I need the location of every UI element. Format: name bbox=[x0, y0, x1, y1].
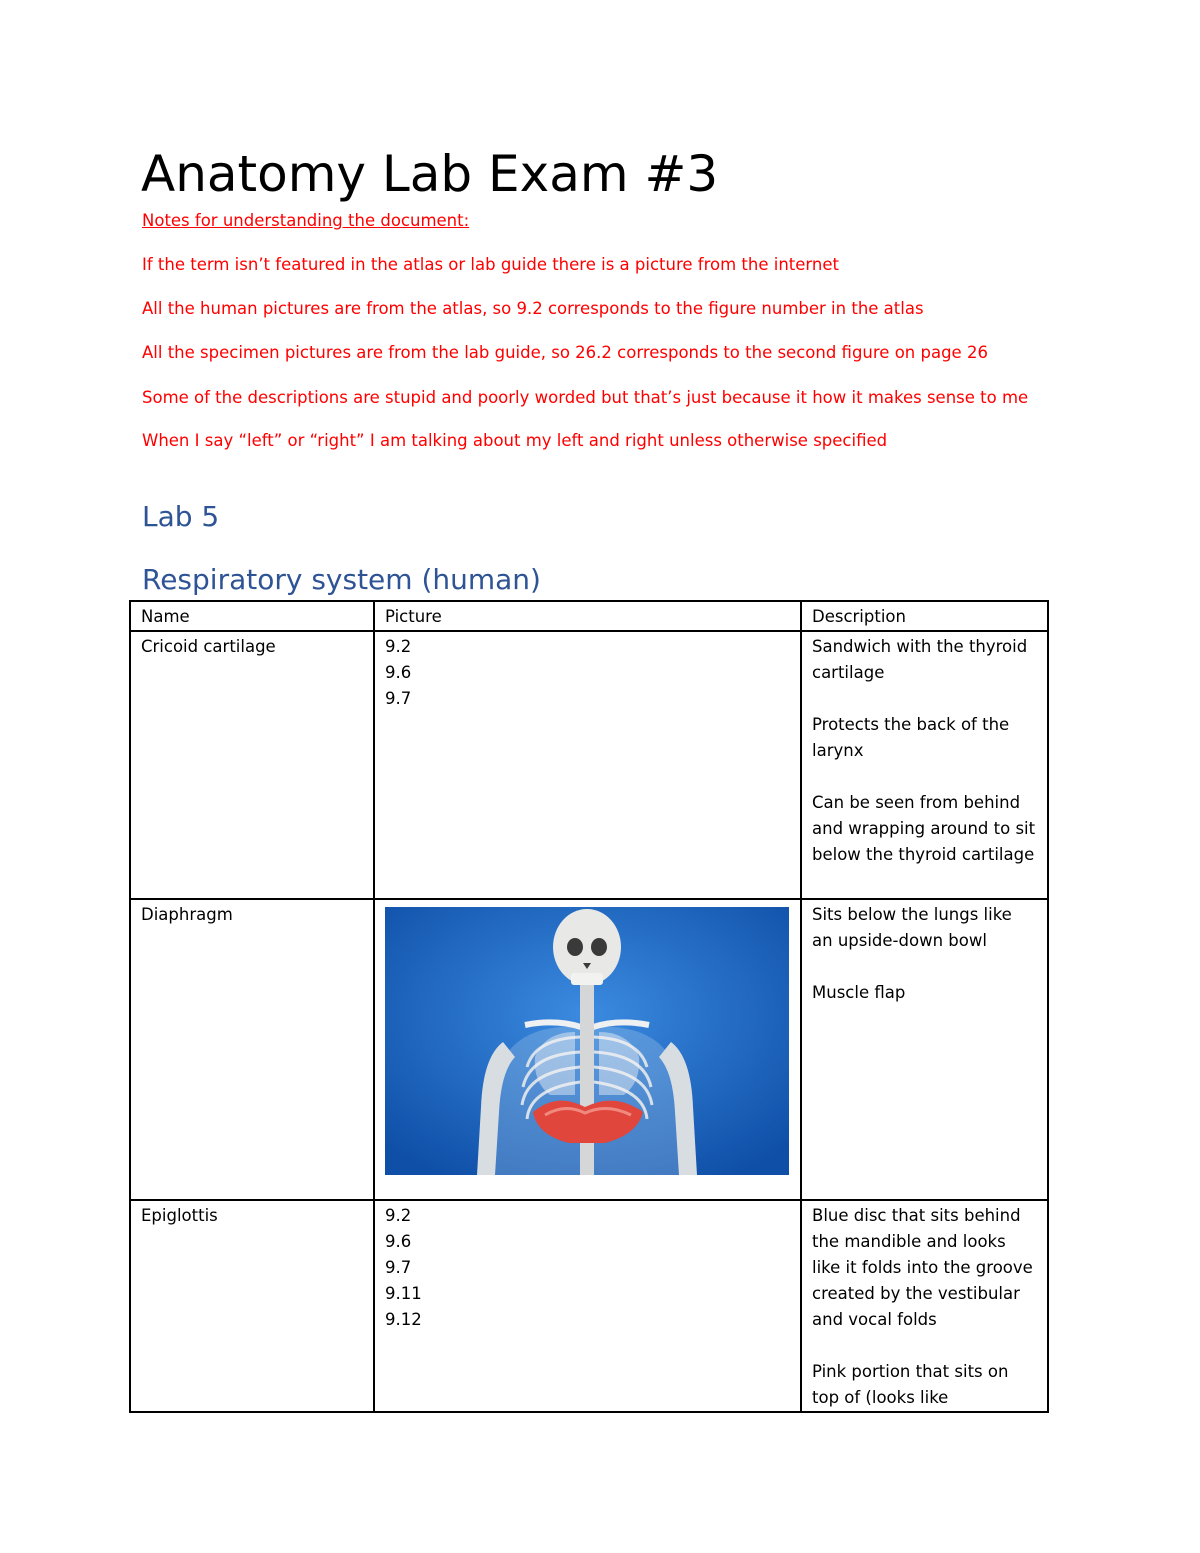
figure-references bbox=[374, 631, 801, 899]
note-line: When I say “left” or “right” I am talking about my left and right unless otherwise specified bbox=[142, 431, 888, 450]
description-paragraph: Muscle flap bbox=[812, 983, 906, 1002]
notes-heading: Notes for understanding the document: bbox=[142, 211, 470, 230]
picture-cell bbox=[374, 899, 801, 1200]
lab-heading: Lab 5 bbox=[142, 500, 220, 533]
description-paragraph: Blue disc that sits behind the mandible and looks like it folds into the groove created by the vestibular and vocal folds bbox=[812, 1206, 1033, 1329]
description-paragraph: Sits below the lungs like an upside-down bowl bbox=[812, 905, 1012, 950]
column-header-description: Description bbox=[801, 601, 1048, 631]
term-description bbox=[801, 631, 1048, 899]
figure-ref: 9.2 bbox=[385, 1206, 412, 1225]
figure-ref: 9.7 bbox=[385, 1258, 412, 1277]
description-paragraph: Protects the back of the larynx bbox=[812, 715, 1010, 760]
section-heading: Respiratory system (human) bbox=[142, 563, 541, 596]
table-header-row bbox=[130, 601, 1048, 631]
figure-ref: 9.6 bbox=[385, 663, 412, 682]
column-header-picture: Picture bbox=[374, 601, 801, 631]
term-name: Epiglottis bbox=[130, 1200, 374, 1412]
terms-table bbox=[129, 600, 1049, 1413]
description-paragraph: Pink portion that sits on top of (looks like bbox=[812, 1362, 1009, 1407]
figure-ref: 9.7 bbox=[385, 689, 412, 708]
term-name: Cricoid cartilage bbox=[130, 631, 374, 899]
figure-ref: 9.12 bbox=[385, 1310, 422, 1329]
note-line: All the human pictures are from the atlas, so 9.2 corresponds to the figure number in the atlas bbox=[142, 299, 924, 318]
figure-ref: 9.11 bbox=[385, 1284, 422, 1303]
description-paragraph: Can be seen from behind and wrapping around to sit below the thyroid cartilage bbox=[812, 793, 1036, 864]
skeleton-diaphragm-image bbox=[385, 907, 789, 1175]
figure-ref: 9.2 bbox=[385, 637, 412, 656]
note-line: Some of the descriptions are stupid and poorly worded but that’s just because it how it makes sense to me bbox=[142, 388, 1029, 407]
term-name: Diaphragm bbox=[130, 899, 374, 1200]
figure-ref: 9.6 bbox=[385, 1232, 412, 1251]
note-line: All the specimen pictures are from the lab guide, so 26.2 corresponds to the second figure on page 26 bbox=[142, 343, 988, 362]
table-row bbox=[130, 1200, 1048, 1412]
table-row bbox=[130, 899, 1048, 1200]
notes-block bbox=[142, 208, 1062, 454]
note-line: If the term isn’t featured in the atlas or lab guide there is a picture from the internet bbox=[142, 255, 839, 274]
term-description bbox=[801, 1200, 1048, 1412]
description-paragraph: Sandwich with the thyroid cartilage bbox=[812, 637, 1028, 682]
table-row bbox=[130, 631, 1048, 899]
figure-references bbox=[374, 1200, 801, 1412]
term-description bbox=[801, 899, 1048, 1200]
document-title: Anatomy Lab Exam #3 bbox=[141, 145, 719, 203]
column-header-name: Name bbox=[130, 601, 374, 631]
